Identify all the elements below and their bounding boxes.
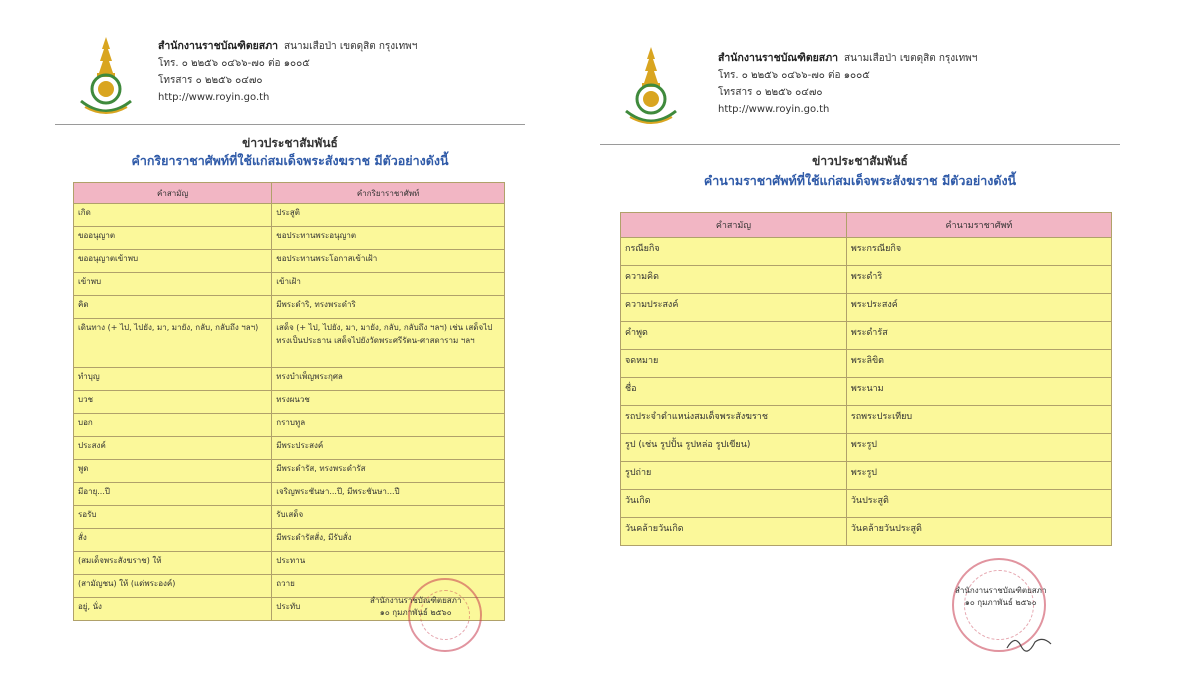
footer-note	[370, 595, 461, 619]
org-location: สนามเสือป่า เขตดุสิต กรุงเทพฯ	[844, 53, 978, 64]
cell-common-word: เกิด	[74, 204, 272, 227]
cell-royal-word: พระกรณียกิจ	[846, 238, 1111, 266]
org-name: สำนักงานราชบัณฑิตยสภา	[718, 52, 839, 64]
cell-common-word: (สามัญชน) ให้ (แด่พระองค์)	[74, 575, 272, 598]
footer-office: สำนักงานราชบัณฑิตยสภา	[370, 596, 462, 605]
table-row	[74, 529, 505, 552]
org-header	[718, 50, 977, 118]
cell-common-word: สั่ง	[74, 529, 272, 552]
press-label: ข่าวประชาสัมพันธ์	[812, 154, 908, 168]
table-row	[621, 434, 1112, 462]
org-website: http://www.royin.go.th	[718, 104, 830, 115]
vocab-table	[73, 182, 505, 621]
royal-society-logo-icon	[75, 35, 137, 115]
cell-royal-word: พระดำรัส	[846, 322, 1111, 350]
cell-common-word: ขออนุญาตเข้าพบ	[74, 250, 272, 273]
cell-common-word: ความคิด	[621, 266, 847, 294]
org-name: สำนักงานราชบัณฑิตยสภา	[158, 40, 279, 52]
table-row	[74, 506, 505, 529]
cell-royal-word: ขอประทานพระโอกาสเข้าเฝ้า	[272, 250, 505, 273]
cell-royal-word: รถพระประเทียบ	[846, 406, 1111, 434]
table-row	[621, 322, 1112, 350]
footer-date: ๑๐ กุมภาพันธ์ ๒๕๖๐	[379, 608, 452, 617]
table-row	[74, 437, 505, 460]
col-header-royal: คำนามราชาศัพท์	[846, 213, 1111, 238]
org-header	[158, 38, 417, 106]
cell-royal-word: ถวาย	[272, 575, 505, 598]
press-label: ข่าวประชาสัมพันธ์	[242, 136, 338, 150]
table-row	[74, 204, 505, 227]
cell-common-word: วันคล้ายวันเกิด	[621, 518, 847, 546]
cell-common-word: ความประสงค์	[621, 294, 847, 322]
org-phone: โทร. ๐ ๒๒๕๖ ๐๔๖๖-๗๐ ต่อ ๑๐๐๕	[718, 70, 870, 81]
cell-royal-word: มีพระประสงค์	[272, 437, 505, 460]
vocab-table	[620, 212, 1112, 546]
table-row	[74, 296, 505, 319]
table-row	[74, 273, 505, 296]
cell-common-word: รูปถ่าย	[621, 462, 847, 490]
table-row	[621, 350, 1112, 378]
cell-royal-word: พระลิขิต	[846, 350, 1111, 378]
royal-society-logo-icon	[620, 45, 682, 125]
cell-common-word: วันเกิด	[621, 490, 847, 518]
cell-common-word: บวช	[74, 391, 272, 414]
cell-royal-word: ขอประทานพระอนุญาต	[272, 227, 505, 250]
table-row	[74, 552, 505, 575]
table-row	[621, 406, 1112, 434]
cell-common-word: ชื่อ	[621, 378, 847, 406]
table-row	[621, 518, 1112, 546]
cell-royal-word: ประทาน	[272, 552, 505, 575]
cell-royal-word: พระรูป	[846, 434, 1111, 462]
cell-common-word: ทำบุญ	[74, 368, 272, 391]
cell-common-word: รูป (เช่น รูปปั้น รูปหล่อ รูปเขียน)	[621, 434, 847, 462]
cell-royal-word: ประสูติ	[272, 204, 505, 227]
cell-common-word: เดินทาง (+ ไป, ไปยัง, มา, มายัง, กลับ, กลับถึง ฯลฯ)	[74, 319, 272, 368]
org-location: สนามเสือป่า เขตดุสิต กรุงเทพฯ	[284, 41, 418, 52]
cell-royal-word: เจริญพระชันษา...ปี, มีพระชันษา...ปี	[272, 483, 505, 506]
org-phone: โทร. ๐ ๒๒๕๖ ๐๔๖๖-๗๐ ต่อ ๑๐๐๕	[158, 58, 310, 69]
table-row	[74, 414, 505, 437]
cell-royal-word: พระประสงค์	[846, 294, 1111, 322]
press-release-nouns	[600, 40, 1120, 670]
divider	[55, 124, 525, 125]
cell-royal-word: ประทับ	[272, 598, 505, 621]
headline: คำกริยาราชาศัพท์ที่ใช้แก่สมเด็จพระสังฆราช มีตัวอย่างดังนี้	[131, 153, 449, 168]
press-release-verbs	[50, 30, 530, 670]
table-row	[74, 250, 505, 273]
cell-royal-word: พระนาม	[846, 378, 1111, 406]
cell-common-word: ประสงค์	[74, 437, 272, 460]
org-website: http://www.royin.go.th	[158, 92, 270, 103]
col-header-common: คำสามัญ	[74, 183, 272, 204]
cell-royal-word: พระรูป	[846, 462, 1111, 490]
cell-common-word: เข้าพบ	[74, 273, 272, 296]
cell-royal-word: มีพระดำรัสสั่ง, มีรับสั่ง	[272, 529, 505, 552]
col-header-royal: คำกริยาราชาศัพท์	[272, 183, 505, 204]
footer-note	[955, 585, 1046, 609]
table-row	[621, 490, 1112, 518]
table-row	[74, 319, 505, 368]
org-fax: โทรสาร ๐ ๒๒๕๖ ๐๔๗๐	[718, 87, 823, 98]
cell-common-word: มีอายุ...ปี	[74, 483, 272, 506]
cell-royal-word: กราบทูล	[272, 414, 505, 437]
headline: คำนามราชาศัพท์ที่ใช้แก่สมเด็จพระสังฆราช มีตัวอย่างดังนี้	[703, 173, 1017, 188]
cell-royal-word: มีพระดำริ, ทรงพระดำริ	[272, 296, 505, 319]
table-row	[74, 227, 505, 250]
cell-common-word: รอรับ	[74, 506, 272, 529]
cell-royal-word: เสด็จ (+ ไป, ไปยัง, มา, มายัง, กลับ, กลับถึง ฯลฯ) เช่น เสด็จไปทรงเป็นประธาน เสด็จไปยังวัดพระศรีรัตน-ศาสดาราม ฯลฯ	[272, 319, 505, 368]
cell-royal-word: ทรงผนวช	[272, 391, 505, 414]
table-row	[74, 483, 505, 506]
cell-royal-word: วันคล้ายวันประสูติ	[846, 518, 1111, 546]
cell-common-word: รถประจำตำแหน่งสมเด็จพระสังฆราช	[621, 406, 847, 434]
table-row	[621, 462, 1112, 490]
cell-royal-word: วันประสูติ	[846, 490, 1111, 518]
table-row	[621, 238, 1112, 266]
table-row	[621, 294, 1112, 322]
cell-royal-word: ทรงบำเพ็ญพระกุศล	[272, 368, 505, 391]
cell-royal-word: พระดำริ	[846, 266, 1111, 294]
cell-common-word: จดหมาย	[621, 350, 847, 378]
cell-common-word: ขออนุญาต	[74, 227, 272, 250]
footer-office: สำนักงานราชบัณฑิตยสภา	[955, 586, 1047, 595]
cell-common-word: บอก	[74, 414, 272, 437]
table-row	[74, 368, 505, 391]
cell-common-word: คิด	[74, 296, 272, 319]
cell-common-word: พูด	[74, 460, 272, 483]
cell-common-word: อยู่, นั่ง	[74, 598, 272, 621]
footer-date: ๑๐ กุมภาพันธ์ ๒๕๖๐	[964, 598, 1037, 607]
table-row	[621, 266, 1112, 294]
cell-common-word: กรณียกิจ	[621, 238, 847, 266]
cell-royal-word: เข้าเฝ้า	[272, 273, 505, 296]
cell-common-word: (สมเด็จพระสังฆราช) ให้	[74, 552, 272, 575]
table-row	[74, 460, 505, 483]
col-header-common: คำสามัญ	[621, 213, 847, 238]
cell-common-word: คำพูด	[621, 322, 847, 350]
cell-royal-word: รับเสด็จ	[272, 506, 505, 529]
cell-royal-word: มีพระดำรัส, ทรงพระดำรัส	[272, 460, 505, 483]
table-row	[74, 391, 505, 414]
table-row	[621, 378, 1112, 406]
signature-icon	[1005, 630, 1055, 655]
divider	[600, 144, 1120, 145]
org-fax: โทรสาร ๐ ๒๒๕๖ ๐๔๗๐	[158, 75, 263, 86]
